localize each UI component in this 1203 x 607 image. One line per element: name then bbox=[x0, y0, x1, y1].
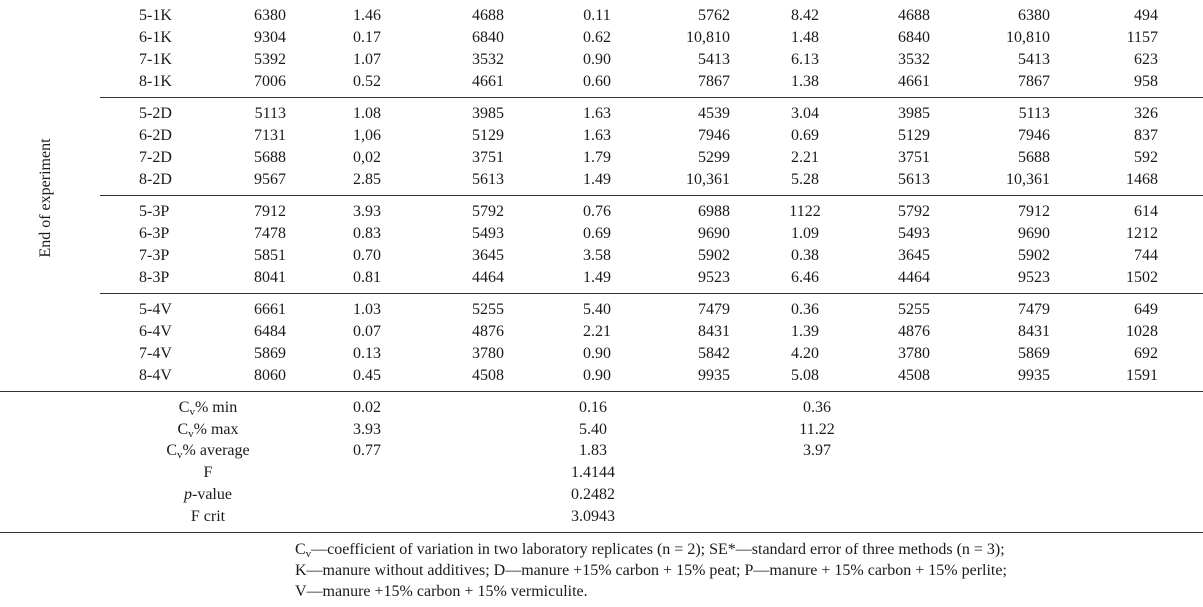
summary-label: F crit bbox=[190, 508, 226, 525]
value-cell: 1157 bbox=[1126, 29, 1158, 46]
summary-value: 0.16 bbox=[579, 399, 607, 416]
summary-row-f bbox=[0, 462, 1203, 484]
table-row bbox=[0, 321, 1203, 343]
table-bottom-rule bbox=[0, 532, 1203, 533]
value-cell: 5.28 bbox=[791, 171, 819, 188]
value-cell: 1.03 bbox=[353, 301, 381, 318]
value-cell: 1468 bbox=[1126, 171, 1158, 188]
value-cell: 5129 bbox=[898, 127, 930, 144]
value-cell: 0.60 bbox=[583, 73, 611, 90]
value-cell: 4876 bbox=[898, 323, 930, 340]
value-cell: 592 bbox=[1134, 149, 1158, 166]
value-cell: 0.07 bbox=[353, 323, 381, 340]
value-cell: 5113 bbox=[1018, 105, 1050, 122]
sample-id-cell: 7-2D bbox=[139, 149, 172, 166]
summary-value: 0.36 bbox=[803, 399, 831, 416]
value-cell: 3532 bbox=[472, 51, 504, 68]
value-cell: 1.08 bbox=[353, 105, 381, 122]
summary-label: $C_v\%$ average bbox=[166, 442, 250, 461]
value-cell: 4688 bbox=[472, 7, 504, 24]
value-cell: 837 bbox=[1134, 127, 1158, 144]
sample-id-cell: 5-3P bbox=[139, 203, 170, 220]
value-cell: 494 bbox=[1134, 7, 1158, 24]
value-cell: 9523 bbox=[698, 269, 730, 286]
value-cell: 1591 bbox=[1126, 367, 1158, 384]
table-row bbox=[0, 71, 1203, 93]
value-cell: 6380 bbox=[1018, 7, 1050, 24]
value-cell: 1122 bbox=[789, 203, 821, 220]
value-cell: 0.90 bbox=[583, 51, 611, 68]
table-row bbox=[0, 125, 1203, 147]
sample-id-cell: 6-4V bbox=[139, 323, 172, 340]
footnote-line: K—manure without additives; D—manure +15% carbon + 15% peat; P—manure + 15% carbon + 15% perlite; bbox=[295, 562, 1007, 579]
value-cell: 6988 bbox=[698, 203, 730, 220]
value-cell: 6840 bbox=[898, 29, 930, 46]
value-cell: 2.21 bbox=[583, 323, 611, 340]
table-row bbox=[0, 49, 1203, 71]
value-cell: 3780 bbox=[472, 345, 504, 362]
table-row bbox=[0, 27, 1203, 49]
value-cell: 5129 bbox=[472, 127, 504, 144]
summary-value: 3.0943 bbox=[571, 508, 615, 525]
table-row bbox=[0, 201, 1203, 223]
value-cell: 1.38 bbox=[791, 73, 819, 90]
value-cell: 0.45 bbox=[353, 367, 381, 384]
group-divider bbox=[100, 97, 1203, 98]
value-cell: 1.63 bbox=[583, 105, 611, 122]
value-cell: 4464 bbox=[472, 269, 504, 286]
summary-label: $C_v\%$ max bbox=[177, 421, 239, 440]
value-cell: 4539 bbox=[698, 105, 730, 122]
value-cell: 0.69 bbox=[583, 225, 611, 242]
value-cell: 5413 bbox=[698, 51, 730, 68]
sample-id-cell: 5-2D bbox=[139, 105, 172, 122]
value-cell: 8.42 bbox=[791, 7, 819, 24]
summary-value: 3.93 bbox=[353, 421, 381, 438]
value-cell: 3751 bbox=[898, 149, 930, 166]
summary-value: 0.77 bbox=[353, 442, 381, 459]
sample-id-cell: 5-4V bbox=[139, 301, 172, 318]
value-cell: 2.85 bbox=[353, 171, 381, 188]
value-cell: 5869 bbox=[254, 345, 286, 362]
value-cell: 0.11 bbox=[583, 7, 611, 24]
table-row bbox=[0, 267, 1203, 289]
value-cell: 2.21 bbox=[791, 149, 819, 166]
summary-value: 0.02 bbox=[353, 399, 381, 416]
value-cell: 4508 bbox=[898, 367, 930, 384]
value-cell: 3532 bbox=[898, 51, 930, 68]
value-cell: 4.20 bbox=[791, 345, 819, 362]
summary-value: 11.22 bbox=[799, 421, 835, 438]
value-cell: 7946 bbox=[698, 127, 730, 144]
summary-label: F bbox=[203, 464, 213, 481]
value-cell: 5688 bbox=[1018, 149, 1050, 166]
table-row bbox=[0, 343, 1203, 365]
value-cell: 326 bbox=[1134, 105, 1158, 122]
value-cell: 0.83 bbox=[353, 225, 381, 242]
table-row bbox=[0, 5, 1203, 27]
value-cell: 9935 bbox=[1018, 367, 1050, 384]
value-cell: 649 bbox=[1134, 301, 1158, 318]
value-cell: 0.38 bbox=[791, 247, 819, 264]
value-cell: 8041 bbox=[254, 269, 286, 286]
summary-value: 1.4144 bbox=[571, 464, 615, 481]
value-cell: 4508 bbox=[472, 367, 504, 384]
value-cell: 692 bbox=[1134, 345, 1158, 362]
sample-id-cell: 6-2D bbox=[139, 127, 172, 144]
value-cell: 0,02 bbox=[353, 149, 381, 166]
value-cell: 3645 bbox=[472, 247, 504, 264]
value-cell: 5613 bbox=[898, 171, 930, 188]
sample-id-cell: 7-1K bbox=[139, 51, 172, 68]
table-row bbox=[0, 147, 1203, 169]
value-cell: 5688 bbox=[254, 149, 286, 166]
value-cell: 10,810 bbox=[1006, 29, 1050, 46]
value-cell: 3.04 bbox=[791, 105, 819, 122]
value-cell: 4688 bbox=[898, 7, 930, 24]
value-cell: 1.48 bbox=[791, 29, 819, 46]
value-cell: 5851 bbox=[254, 247, 286, 264]
table-row bbox=[0, 169, 1203, 191]
value-cell: 3645 bbox=[898, 247, 930, 264]
value-cell: 0.90 bbox=[583, 345, 611, 362]
value-cell: 5613 bbox=[472, 171, 504, 188]
value-cell: 744 bbox=[1134, 247, 1158, 264]
value-cell: 5842 bbox=[698, 345, 730, 362]
sample-id-cell: 8-2D bbox=[139, 171, 172, 188]
value-cell: 0.76 bbox=[583, 203, 611, 220]
footnote-line: $C_v—coefficient$ of variation in two laboratory replicates (n = 2); SE*—standard error of three methods (n = 3); bbox=[295, 541, 1005, 560]
value-cell: 5493 bbox=[898, 225, 930, 242]
value-cell: 10,361 bbox=[1006, 171, 1050, 188]
summary-row-p-value bbox=[0, 484, 1203, 506]
table-row bbox=[0, 245, 1203, 267]
value-cell: 7912 bbox=[254, 203, 286, 220]
table-row bbox=[0, 103, 1203, 125]
value-cell: 7867 bbox=[1018, 73, 1050, 90]
value-cell: 0.70 bbox=[353, 247, 381, 264]
value-cell: 5792 bbox=[898, 203, 930, 220]
value-cell: 1212 bbox=[1126, 225, 1158, 242]
value-cell: 3985 bbox=[898, 105, 930, 122]
section-divider bbox=[0, 391, 1203, 392]
value-cell: 7867 bbox=[698, 73, 730, 90]
value-cell: 1.39 bbox=[791, 323, 819, 340]
value-cell: 5392 bbox=[254, 51, 286, 68]
value-cell: 6380 bbox=[254, 7, 286, 24]
summary-row-cv-average bbox=[0, 440, 1203, 462]
value-cell: 5902 bbox=[698, 247, 730, 264]
value-cell: 6.13 bbox=[791, 51, 819, 68]
summary-value: 5.40 bbox=[579, 421, 607, 438]
value-cell: 6661 bbox=[254, 301, 286, 318]
value-cell: 9523 bbox=[1018, 269, 1050, 286]
sample-id-cell: 8-4V bbox=[139, 367, 172, 384]
value-cell: 8431 bbox=[698, 323, 730, 340]
value-cell: 9690 bbox=[698, 225, 730, 242]
summary-value: 1.83 bbox=[579, 442, 607, 459]
sample-id-cell: 6-3P bbox=[139, 225, 170, 242]
summary-value: 3.97 bbox=[803, 442, 831, 459]
value-cell: 6840 bbox=[472, 29, 504, 46]
table-footnotes bbox=[295, 539, 1200, 602]
value-cell: 4661 bbox=[472, 73, 504, 90]
value-cell: 7131 bbox=[254, 127, 286, 144]
summary-row-f-crit bbox=[0, 506, 1203, 528]
value-cell: 0.90 bbox=[583, 367, 611, 384]
value-cell: 9935 bbox=[698, 367, 730, 384]
value-cell: 3751 bbox=[472, 149, 504, 166]
value-cell: 0.62 bbox=[583, 29, 611, 46]
value-cell: 9304 bbox=[254, 29, 286, 46]
value-cell: 3985 bbox=[472, 105, 504, 122]
value-cell: 6.46 bbox=[791, 269, 819, 286]
value-cell: 5762 bbox=[698, 7, 730, 24]
value-cell: 614 bbox=[1134, 203, 1158, 220]
value-cell: 7006 bbox=[254, 73, 286, 90]
value-cell: 1.09 bbox=[791, 225, 819, 242]
value-cell: 1028 bbox=[1126, 323, 1158, 340]
section-label-text: End of experiment bbox=[37, 138, 54, 258]
value-cell: 1.79 bbox=[583, 149, 611, 166]
value-cell: 958 bbox=[1134, 73, 1158, 90]
value-cell: 8431 bbox=[1018, 323, 1050, 340]
value-cell: 4876 bbox=[472, 323, 504, 340]
value-cell: 7479 bbox=[1018, 301, 1050, 318]
value-cell: 3.58 bbox=[583, 247, 611, 264]
value-cell: 1.46 bbox=[353, 7, 381, 24]
value-cell: 1,06 bbox=[353, 127, 381, 144]
value-cell: 0.52 bbox=[353, 73, 381, 90]
value-cell: 5902 bbox=[1018, 247, 1050, 264]
value-cell: 5869 bbox=[1018, 345, 1050, 362]
value-cell: 1.49 bbox=[583, 269, 611, 286]
value-cell: 4464 bbox=[898, 269, 930, 286]
value-cell: 8060 bbox=[254, 367, 286, 384]
sample-id-cell: 8-3P bbox=[139, 269, 170, 286]
value-cell: 3.93 bbox=[353, 203, 381, 220]
value-cell: 5299 bbox=[698, 149, 730, 166]
value-cell: 5255 bbox=[898, 301, 930, 318]
value-cell: 7946 bbox=[1018, 127, 1050, 144]
value-cell: 10,810 bbox=[686, 29, 730, 46]
table-row bbox=[0, 223, 1203, 245]
value-cell: 0.13 bbox=[353, 345, 381, 362]
value-cell: 6484 bbox=[254, 323, 286, 340]
sample-id-cell: 7-4V bbox=[139, 345, 172, 362]
value-cell: 5493 bbox=[472, 225, 504, 242]
table-row bbox=[0, 365, 1203, 387]
group-divider bbox=[100, 195, 1203, 196]
value-cell: 7478 bbox=[254, 225, 286, 242]
summary-row-cv-max bbox=[0, 419, 1203, 441]
value-cell: 5413 bbox=[1018, 51, 1050, 68]
value-cell: 1502 bbox=[1126, 269, 1158, 286]
value-cell: 10,361 bbox=[686, 171, 730, 188]
value-cell: 3780 bbox=[898, 345, 930, 362]
value-cell: 623 bbox=[1134, 51, 1158, 68]
summary-value: 0.2482 bbox=[571, 486, 615, 503]
footnote-line: V—manure +15% carbon + 15% vermiculite. bbox=[295, 583, 588, 600]
value-cell: 1.49 bbox=[583, 171, 611, 188]
value-cell: 0.81 bbox=[353, 269, 381, 286]
value-cell: 5.40 bbox=[583, 301, 611, 318]
value-cell: 0.69 bbox=[791, 127, 819, 144]
value-cell: 9690 bbox=[1018, 225, 1050, 242]
summary-row-cv-min bbox=[0, 397, 1203, 419]
value-cell: 5113 bbox=[254, 105, 286, 122]
value-cell: 1.07 bbox=[353, 51, 381, 68]
table-row bbox=[0, 299, 1203, 321]
value-cell: 4661 bbox=[898, 73, 930, 90]
sample-id-cell: 5-1K bbox=[139, 7, 172, 24]
value-cell: 5.08 bbox=[791, 367, 819, 384]
summary-label: p-value bbox=[184, 486, 232, 503]
summary-label: $C_v\%$ min bbox=[178, 399, 238, 418]
value-cell: 7479 bbox=[698, 301, 730, 318]
value-cell: 9567 bbox=[254, 171, 286, 188]
value-cell: 5792 bbox=[472, 203, 504, 220]
sample-id-cell: 6-1K bbox=[139, 29, 172, 46]
value-cell: 7912 bbox=[1018, 203, 1050, 220]
value-cell: 5255 bbox=[472, 301, 504, 318]
sample-id-cell: 7-3P bbox=[139, 247, 170, 264]
value-cell: 0.36 bbox=[791, 301, 819, 318]
value-cell: 0.17 bbox=[353, 29, 381, 46]
group-divider bbox=[100, 293, 1203, 294]
value-cell: 1.63 bbox=[583, 127, 611, 144]
sample-id-cell: 8-1K bbox=[139, 73, 172, 90]
